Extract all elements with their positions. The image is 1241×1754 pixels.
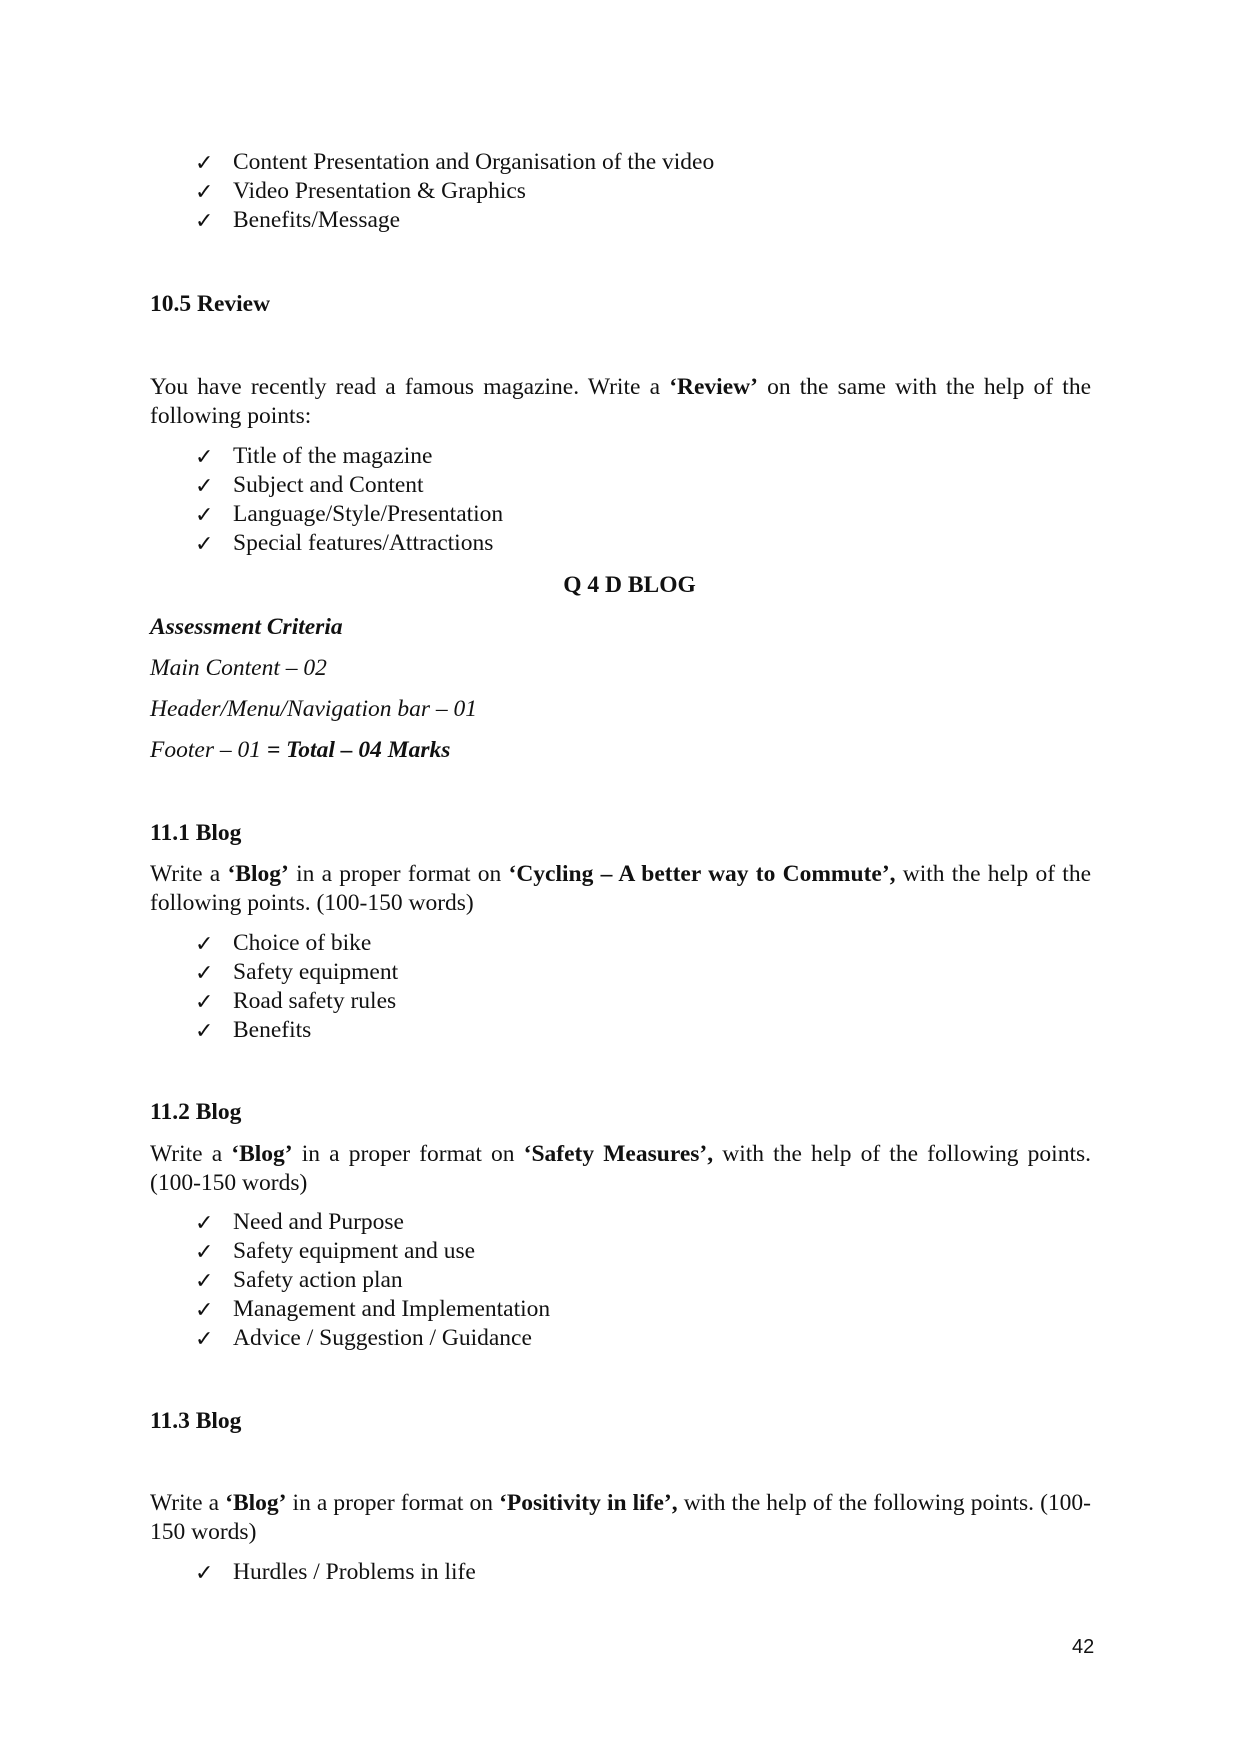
list-item: Special features/Attractions [233,530,494,556]
criteria-total-line [150,736,450,765]
review-paragraph [150,373,1091,431]
paragraph-emphasis: ‘Blog’ [225,1490,287,1516]
list-item: Content Presentation and Organisation of the video [233,149,715,175]
check-icon: ✓ [195,960,214,985]
list-item: Benefits [233,1017,312,1043]
paragraph-emphasis: ‘Review’ [669,374,758,400]
check-icon: ✓ [195,208,214,233]
list-item: Road safety rules [233,988,397,1014]
check-icon: ✓ [195,1297,214,1322]
blog-2-paragraph [150,1140,1109,1198]
list-item: Benefits/Message [233,207,401,233]
check-icon: ✓ [195,179,214,204]
paragraph-text: in a proper format on [286,1490,500,1516]
paragraph-text: with the help of the following points. (100-150 words) [150,1490,1091,1545]
list-item: Title of the magazine [233,443,433,469]
check-icon: ✓ [195,1018,214,1043]
section-heading-blog-2: 11.2 Blog [150,1099,242,1125]
check-icon: ✓ [195,444,214,469]
section-heading-review: 10.5 Review [150,291,271,317]
criteria-item: Main Content – 02 [150,655,327,681]
paragraph-emphasis: ‘Safety Measures’, [523,1141,714,1167]
blog-3-paragraph [150,1489,1091,1547]
list-item: Management and Implementation [233,1296,551,1322]
list-item: Safety equipment [233,959,399,985]
section-heading-blog-3: 11.3 Blog [150,1408,242,1434]
list-item: Hurdles / Problems in life [233,1559,476,1585]
list-item: Language/Style/Presentation [233,501,504,527]
page-number: 42 [1072,1636,1095,1658]
list-item: Safety equipment and use [233,1238,476,1264]
list-item: Choice of bike [233,930,372,956]
assessment-criteria-heading: Assessment Criteria [150,614,343,640]
criteria-item: Footer – 01 [150,737,261,763]
paragraph-text: Write a [150,861,228,887]
criteria-item: Header/Menu/Navigation bar – 01 [150,696,478,722]
blog-1-paragraph [150,860,1091,918]
check-icon: ✓ [195,1239,214,1264]
paragraph-text: with the help of the following points. (100-150 words) [150,1141,1109,1196]
check-icon: ✓ [195,989,214,1014]
check-icon: ✓ [195,150,214,175]
paragraph-text: Write a [150,1141,232,1167]
paragraph-text: with the help of the following points. (100-150 words) [150,861,1092,916]
list-item: Advice / Suggestion / Guidance [233,1325,532,1351]
paragraph-text: Write a [150,1490,226,1516]
check-icon: ✓ [195,1268,214,1293]
section-heading-blog-1: 11.1 Blog [150,820,242,846]
paragraph-text: in a proper format on [292,1141,524,1167]
check-icon: ✓ [195,473,214,498]
check-icon: ✓ [195,931,214,956]
list-item: Safety action plan [233,1267,403,1293]
paragraph-emphasis: ‘Blog’ [231,1141,293,1167]
check-icon: ✓ [195,1326,214,1351]
check-icon: ✓ [195,1560,214,1585]
list-item: Video Presentation & Graphics [233,178,526,204]
paragraph-emphasis: ‘Positivity in life’, [499,1490,678,1516]
paragraph-text: You have recently read a famous magazine. Write a [150,374,670,400]
criteria-total: = Total – 04 Marks [260,737,451,763]
check-icon: ✓ [195,1210,214,1235]
check-icon: ✓ [195,502,214,527]
check-icon: ✓ [195,531,214,556]
paragraph-text: in a proper format on [288,861,509,887]
list-item: Subject and Content [233,472,424,498]
paragraph-emphasis: ‘Blog’ [227,861,289,887]
paragraph-text: on the same with the help of the following points: [150,374,1091,429]
section-title-blog: Q 4 D BLOG [563,572,696,598]
paragraph-emphasis: ‘Cycling – A better way to Commute’, [508,861,896,887]
list-item: Need and Purpose [233,1209,404,1235]
